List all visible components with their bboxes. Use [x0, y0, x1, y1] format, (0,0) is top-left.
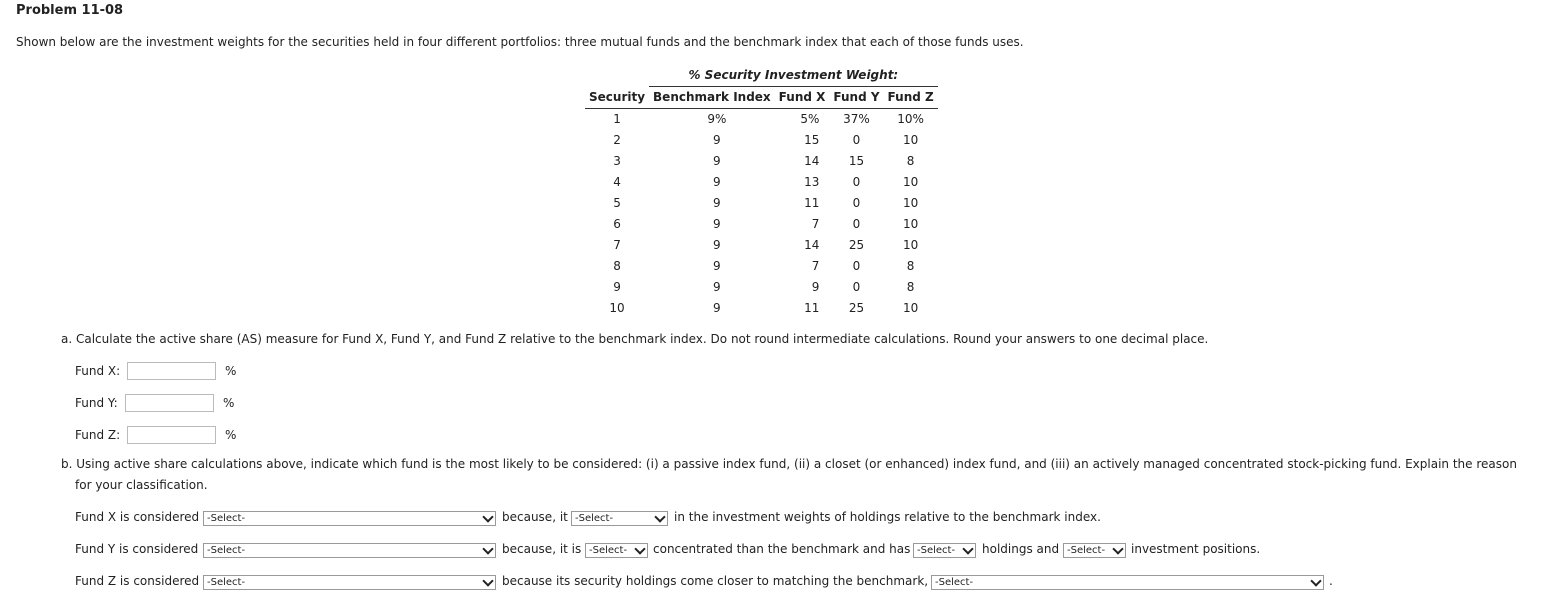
- cell-fund-z: 8: [906, 280, 915, 294]
- table-row: [585, 130, 938, 151]
- col-header-security: Security: [585, 86, 649, 108]
- fund-z-active-share-input[interactable]: [127, 426, 216, 444]
- fund-y-positions-text: investment positions.: [1131, 542, 1261, 556]
- fund-z-considered-label: Fund Z is considered: [75, 574, 200, 588]
- cell-security: 1: [613, 112, 621, 126]
- part-b-prompt-continued: for your classification.: [75, 478, 208, 492]
- table-row: [585, 277, 938, 298]
- select-value: -Select-: [589, 545, 628, 556]
- chevron-down-icon: [482, 511, 493, 522]
- cell-fund-z: 10: [902, 133, 919, 147]
- fund-x-considered-label: Fund X is considered: [75, 510, 200, 524]
- fund-y-classification-select[interactable]: [203, 543, 496, 558]
- fund-y-because-label: because, it is: [502, 542, 582, 556]
- select-value: -Select-: [207, 545, 246, 556]
- chevron-down-icon: [634, 543, 645, 554]
- fund-y-positions-select[interactable]: [1063, 543, 1126, 558]
- fund-y-percent-unit: %: [223, 396, 235, 410]
- cell-security: 9: [613, 280, 621, 294]
- fund-z-percent-unit: %: [225, 428, 237, 442]
- select-value: -Select-: [207, 513, 246, 524]
- fund-x-because-label: because, it: [502, 510, 568, 524]
- cell-fund-y: 0: [852, 259, 861, 273]
- cell-security: 4: [613, 175, 621, 189]
- col-header-fund-z: Fund Z: [884, 86, 938, 108]
- cell-fund-y: 0: [852, 217, 861, 231]
- table-row: [585, 151, 938, 172]
- fund-y-considered-label: Fund Y is considered: [75, 542, 199, 556]
- fund-y-concentrated-text: concentrated than the benchmark and has: [653, 542, 911, 556]
- cell-fund-z: 8: [906, 154, 915, 168]
- table-row: [585, 193, 938, 214]
- cell-fund-y: 0: [852, 196, 861, 210]
- col-header-fund-x: Fund X: [775, 86, 830, 108]
- weights-table: [585, 65, 938, 319]
- chevron-down-icon: [482, 575, 493, 586]
- cell-security: 10: [609, 301, 625, 315]
- part-b-prompt: b. Using active share calculations above, indicate which fund is the most likely to be considered: (i) a passive index fund, (ii) a closet (or enhanced) index fund, and (iii) an actively managed concentrated stock-picking fund. Explain the reason: [61, 457, 1517, 471]
- cell-security: 8: [613, 259, 621, 273]
- fund-x-classification-select[interactable]: [203, 511, 496, 526]
- cell-security: 5: [613, 196, 621, 210]
- fund-z-period: .: [1329, 574, 1333, 588]
- cell-security: 6: [613, 217, 621, 231]
- chevron-down-icon: [1112, 543, 1123, 554]
- fund-z-because-text: because its security holdings come closer to matching the benchmark,: [502, 574, 929, 588]
- col-header-benchmark: Benchmark Index: [649, 86, 775, 108]
- cell-benchmark: 9: [713, 133, 721, 147]
- fund-y-label: Fund Y:: [75, 396, 118, 410]
- fund-x-percent-unit: %: [225, 364, 237, 378]
- problem-intro: Shown below are the investment weights for the securities held in four different portfolios: three mutual funds and the benchmark index that each of those funds uses.: [16, 35, 1024, 49]
- cell-fund-x: 14: [804, 238, 820, 252]
- cell-security: 2: [613, 133, 621, 147]
- cell-fund-x: 7: [811, 217, 820, 231]
- select-value: -Select-: [935, 577, 974, 588]
- fund-y-active-share-input[interactable]: [125, 394, 214, 412]
- cell-fund-y: 37%: [843, 112, 870, 126]
- cell-fund-z: 10%: [897, 112, 924, 126]
- cell-fund-z: 10: [902, 301, 919, 315]
- table-row: [585, 214, 938, 235]
- table-caption: % Security Investment Weight:: [649, 65, 938, 86]
- cell-benchmark: 9: [713, 238, 721, 252]
- select-value: -Select-: [207, 577, 246, 588]
- chevron-down-icon: [654, 511, 665, 522]
- part-a-prompt: a. Calculate the active share (AS) measure for Fund X, Fund Y, and Fund Z relative to the benchmark index. Do not round intermediate calculations. Round your answers to one decimal place.: [61, 332, 1209, 346]
- cell-benchmark: 9: [713, 259, 721, 273]
- fund-y-holdings-text: holdings and: [982, 542, 1060, 556]
- table-spacer: [585, 65, 649, 86]
- cell-fund-x: 9: [811, 280, 820, 294]
- cell-security: 7: [613, 238, 621, 252]
- cell-fund-x: 11: [804, 196, 820, 210]
- cell-fund-y: 15: [848, 154, 865, 168]
- cell-fund-y: 25: [848, 301, 865, 315]
- cell-fund-x: 13: [804, 175, 820, 189]
- cell-benchmark: 9%: [707, 112, 727, 126]
- chevron-down-icon: [1310, 575, 1321, 586]
- fund-z-reason-select[interactable]: [931, 575, 1324, 590]
- cell-fund-z: 10: [902, 238, 919, 252]
- cell-fund-y: 0: [852, 280, 861, 294]
- fund-z-label: Fund Z:: [75, 428, 121, 442]
- fund-x-reason-select[interactable]: [571, 511, 668, 526]
- cell-benchmark: 9: [713, 301, 721, 315]
- cell-fund-z: 10: [902, 196, 919, 210]
- table-row: [585, 172, 938, 193]
- cell-fund-y: 0: [852, 175, 861, 189]
- fund-y-holdings-select[interactable]: [913, 543, 976, 558]
- fund-y-concentration-select[interactable]: [585, 543, 648, 558]
- chevron-down-icon: [962, 543, 973, 554]
- fund-z-classification-select[interactable]: [203, 575, 496, 590]
- cell-benchmark: 9: [713, 280, 721, 294]
- table-row: [585, 256, 938, 277]
- cell-security: 3: [613, 154, 621, 168]
- chevron-down-icon: [482, 543, 493, 554]
- fund-x-label: Fund X:: [75, 364, 121, 378]
- cell-benchmark: 9: [713, 196, 721, 210]
- table-row: [585, 298, 938, 319]
- cell-fund-x: 11: [804, 301, 820, 315]
- cell-fund-x: 14: [804, 154, 820, 168]
- select-value: -Select-: [575, 513, 614, 524]
- select-value: -Select-: [917, 545, 956, 556]
- cell-benchmark: 9: [713, 175, 721, 189]
- cell-benchmark: 9: [713, 154, 721, 168]
- cell-fund-x: 7: [811, 259, 820, 273]
- cell-fund-z: 10: [902, 217, 919, 231]
- col-header-fund-y: Fund Y: [829, 86, 883, 108]
- cell-fund-y: 25: [848, 238, 865, 252]
- cell-fund-x: 15: [804, 133, 820, 147]
- cell-benchmark: 9: [713, 217, 721, 231]
- table-row: [585, 235, 938, 256]
- select-value: -Select-: [1067, 545, 1106, 556]
- cell-fund-y: 0: [852, 133, 861, 147]
- cell-fund-x: 5%: [800, 112, 820, 126]
- fund-x-reason-text: in the investment weights of holdings relative to the benchmark index.: [674, 510, 1101, 524]
- cell-fund-z: 10: [902, 175, 919, 189]
- cell-fund-z: 8: [906, 259, 915, 273]
- fund-x-active-share-input[interactable]: [127, 362, 216, 380]
- table-row: [585, 108, 938, 130]
- problem-title: Problem 11-08: [16, 3, 124, 18]
